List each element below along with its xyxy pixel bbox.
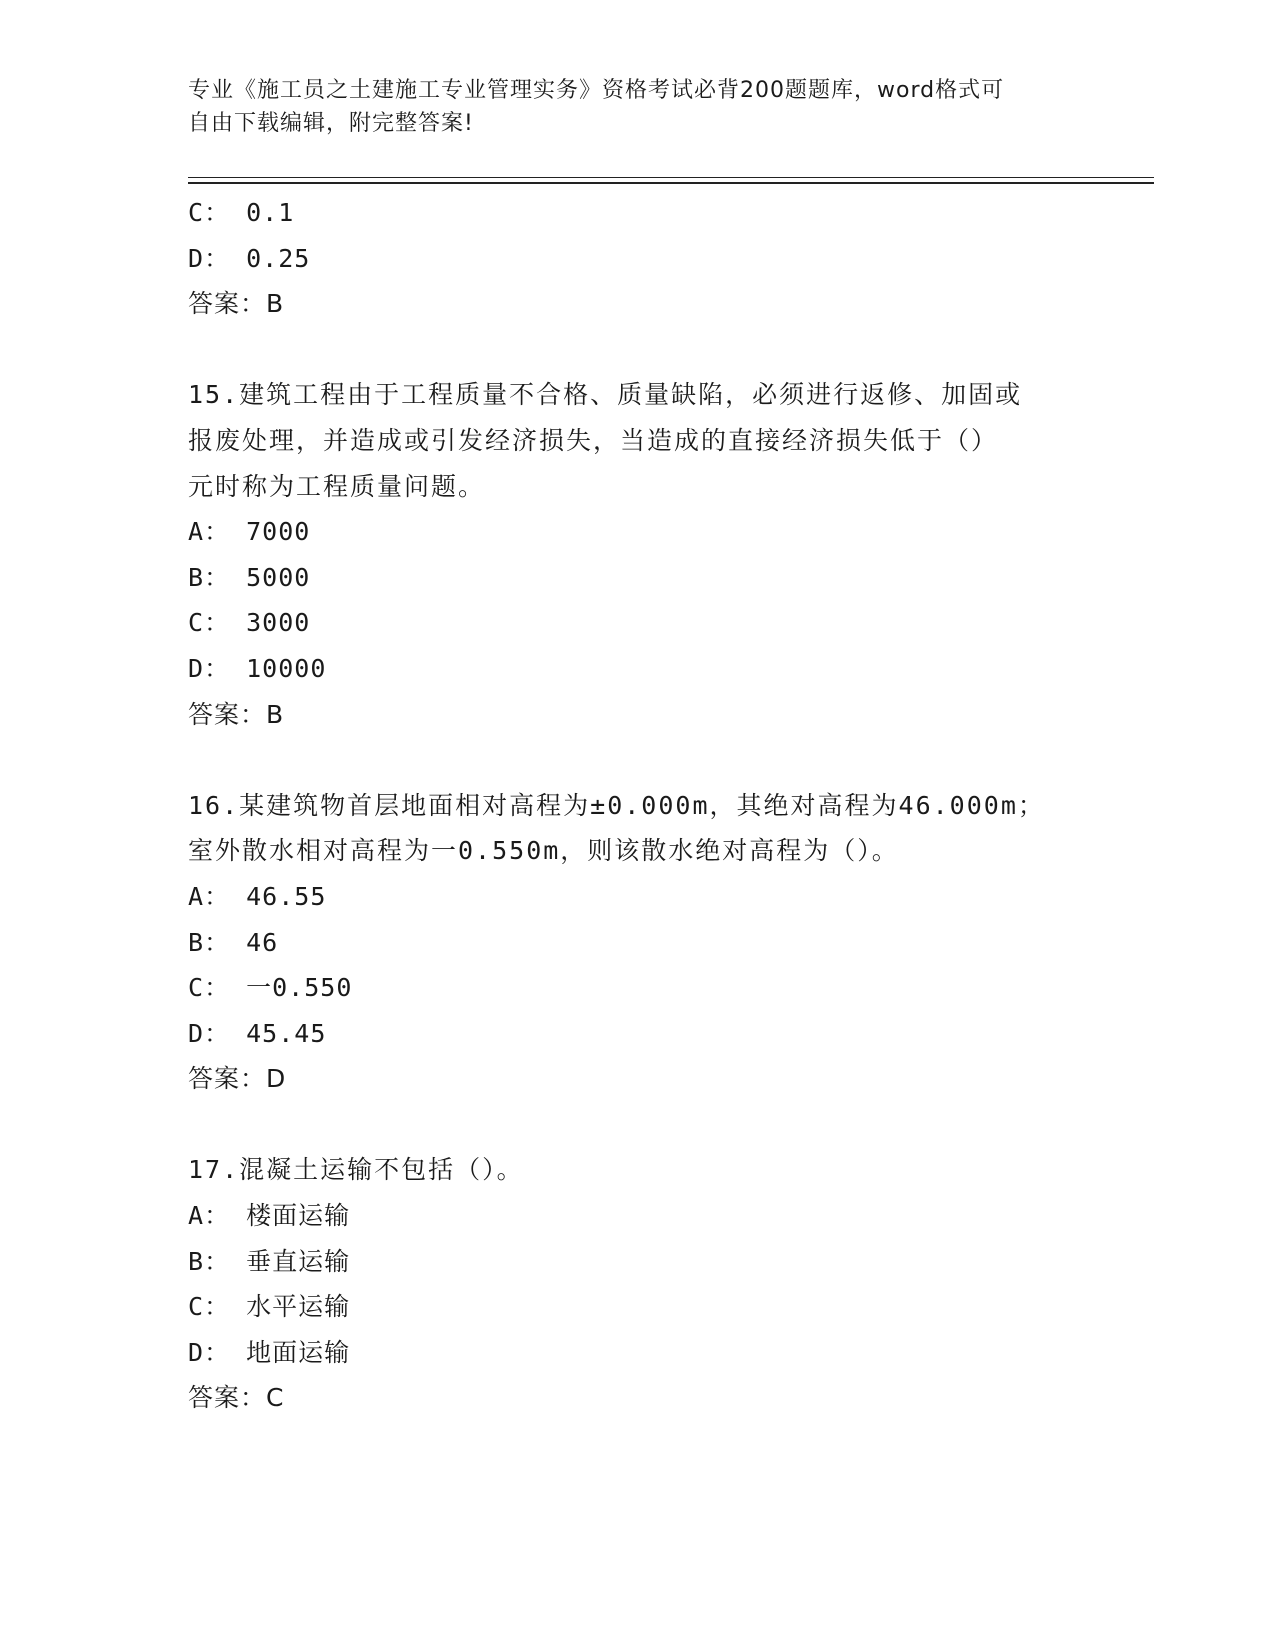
option-label: A (188, 1201, 205, 1231)
option-text: 地面运输 (246, 1337, 351, 1367)
header-rule-thick (188, 182, 1154, 184)
header-line-1: 专业《施工员之土建施工专业管理实务》资格考试必背200题题库，word格式可 (188, 78, 1005, 103)
option-text: 3000 (246, 608, 311, 638)
question-17 (188, 1147, 1088, 1421)
question-text-line: 15.建筑工程由于工程质量不合格、质量缺陷，必须进行返修、加固或 (188, 380, 1023, 410)
question-text-line: 报废处理，并造成或引发经济损失，当造成的直接经济损失低于（） (188, 425, 999, 455)
option-c: C： 水平运输 (188, 1292, 351, 1322)
option-c: C： 3000 (188, 608, 311, 638)
option-d: D： 地面运输 (188, 1337, 351, 1367)
option-text: 0.25 (246, 243, 311, 273)
option-text: 46 (246, 927, 279, 957)
option-d: D： 0.25 (188, 243, 311, 273)
prev-question-block (188, 190, 1088, 327)
option-text: 垂直运输 (246, 1246, 351, 1276)
document-header (188, 74, 1088, 140)
option-d: D： 10000 (188, 653, 327, 683)
option-d: D： 45.45 (188, 1018, 327, 1048)
option-a: A： 楼面运输 (188, 1201, 351, 1231)
option-a: A： 46.55 (188, 881, 327, 911)
option-label: D (188, 243, 205, 273)
option-text: 水平运输 (246, 1292, 351, 1322)
answer-line: 答案：B (188, 699, 285, 729)
answer-line: 答案：B (188, 289, 285, 319)
option-a: A： 7000 (188, 517, 311, 547)
option-label: C (188, 198, 205, 227)
option-label: C (188, 608, 205, 638)
option-b: B： 5000 (188, 562, 311, 592)
spacer (188, 327, 1088, 373)
answer-line: 答案：C (188, 1383, 285, 1413)
option-text: 0.1 (246, 198, 295, 227)
option-label: B (188, 927, 205, 957)
option-label: C (188, 1292, 205, 1322)
option-label: C (188, 973, 205, 1003)
option-label: A (188, 517, 205, 547)
question-text-line: 元时称为工程质量问题。 (188, 471, 486, 501)
question-15 (188, 372, 1088, 737)
question-text-line: 17.混凝土运输不包括（）。 (188, 1155, 524, 1185)
option-text: 10000 (246, 653, 327, 683)
option-label: D (188, 1337, 205, 1367)
option-b: B： 46 (188, 927, 279, 957)
option-text: 7000 (246, 517, 311, 547)
option-b: B： 垂直运输 (188, 1246, 351, 1276)
option-label: B (188, 1246, 205, 1276)
option-text: 楼面运输 (246, 1201, 351, 1231)
option-label: A (188, 881, 205, 911)
answer-line: 答案：D (188, 1064, 287, 1094)
question-content (188, 190, 1088, 1421)
question-text-line: 16.某建筑物首层地面相对高程为±0.000m，其绝对高程为46.000m； (188, 790, 1045, 820)
header-rule-thin (188, 177, 1154, 178)
option-label: D (188, 1018, 205, 1048)
option-label: B (188, 562, 205, 592)
option-text: 一0.550 (246, 973, 353, 1003)
spacer (188, 1102, 1088, 1148)
question-text-line: 室外散水相对高程为一0.550m，则该散水绝对高程为（）。 (188, 836, 899, 866)
option-text: 5000 (246, 562, 311, 592)
spacer (188, 737, 1088, 783)
option-c: C： 0.1 (188, 198, 295, 227)
option-c: C： 一0.550 (188, 973, 353, 1003)
header-line-2: 自由下载编辑，附完整答案! (188, 111, 474, 136)
option-text: 46.55 (246, 881, 327, 911)
option-label: D (188, 653, 205, 683)
question-16 (188, 783, 1088, 1102)
option-text: 45.45 (246, 1018, 327, 1048)
